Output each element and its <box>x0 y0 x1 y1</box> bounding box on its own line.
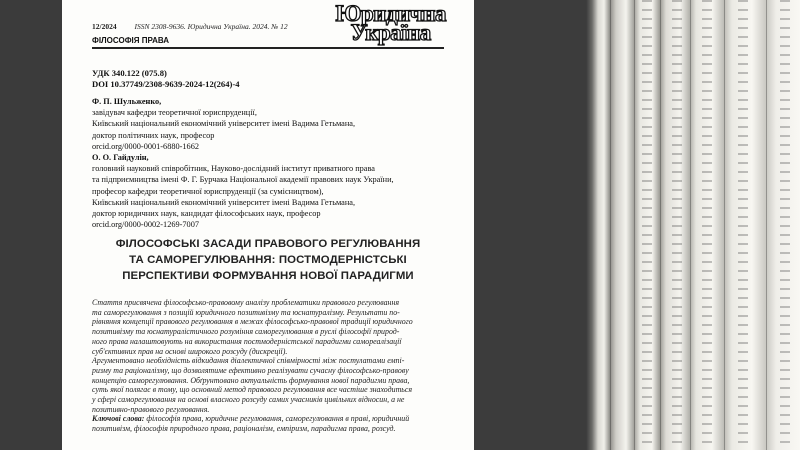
abstract-line: у сфері саморегулювання на основі власного розсуду самих учасників цивільних відносин, а не <box>92 395 405 405</box>
abstract-line: ного права налаштовують на використання постмодерністської парадигми самореалізації <box>92 336 402 346</box>
abstract-line: позитивізму та юснатуралістичного розуміння саморегулювання в руслі філософії природ- <box>92 327 400 337</box>
doi: DOI 10.37749/2308-9639-2024-12(264)-4 <box>92 79 240 90</box>
author-affiliation-line: завідувач кафедри теоретичної юриспруденції, <box>92 108 257 118</box>
author-name: О. О. Гайдулін, <box>92 153 149 163</box>
page-fold <box>690 0 691 450</box>
page-fold <box>634 0 635 450</box>
abstract-line: рівняння концепції правового регулювання в межах філософсько-правової традиції юридичного <box>92 317 413 327</box>
author-orcid[interactable]: orcid.org/0000-0002-1269-7007 <box>92 220 200 230</box>
page-fold <box>660 0 661 450</box>
page-text-blur <box>702 0 712 450</box>
middle-backdrop <box>474 0 586 450</box>
keywords-line: позитивізм, філософія природного права, раціоналізм, емпіризм, парадигма права, розсуд. <box>92 424 396 434</box>
author-orcid[interactable]: orcid.org/0000-0001-6880-1662 <box>92 141 200 151</box>
abstract-line: суть якої полягає в тому, що основний метод правового регулювання все частіше знаходиться <box>92 385 413 395</box>
journal-logo <box>335 1 446 45</box>
header-rule <box>92 47 444 49</box>
page-text-blur <box>642 0 652 450</box>
abstract-line: суб'єктивних прав на основі широкого розсуду (дискреції). <box>92 346 288 356</box>
page-fold <box>610 0 611 450</box>
author-affiliation-line: професор кафедри теоретичної юриспруденції (за сумісництвом), <box>92 186 324 196</box>
abstract-line: позитивно-правового регулювання. <box>92 404 210 414</box>
abstract-line: Стаття присвячена філософсько-правовому аналізу проблематики правового регулювання <box>92 298 400 307</box>
abstract-line: ризму та раціоналізму, що дозволятиме ефективно реалізувати сучасну філософсько-правову <box>92 365 409 375</box>
author-affiliation-line: головний науковий співробітник, Науково-дослідний інститут приватного права <box>92 164 375 174</box>
keywords-line <box>92 414 474 424</box>
issn-line: ISSN 2308-9636. Юридична Україна. 2024. № 12 <box>134 22 288 31</box>
abstract-line: концепцію саморегулювання. Обґрунтовано актуальність формування нової парадигми права, <box>92 375 410 385</box>
section-label: ФІЛОСОФІЯ ПРАВА <box>92 36 170 45</box>
author-block <box>92 96 462 230</box>
journal-page <box>62 0 474 450</box>
author-affiliation-line: та підприємництва імені Ф. Г. Бурчака Національної академії правових наук України, <box>92 175 394 185</box>
page-text-blur <box>738 0 748 450</box>
article-meta <box>92 68 240 91</box>
author-affiliation-line: Київський національний економічний університет імені Вадима Гетьмана, <box>92 197 356 207</box>
page-fold <box>724 0 725 450</box>
book-pages-photo <box>586 0 800 450</box>
abstract-line: та саморегулювання з позицій юридичного позитивізму та юснатуралізму. Результати по- <box>92 307 400 317</box>
left-backdrop <box>0 0 62 450</box>
abstract <box>92 298 474 434</box>
keywords-label: Ключові слова: <box>92 414 145 424</box>
page-fold <box>766 0 767 450</box>
udc-code: УДК 340.122 (075.8) <box>92 68 167 78</box>
title-line: ПЕРСПЕКТИВИ ФОРМУВАННЯ НОВОЇ ПАРАДИГМИ <box>122 270 414 282</box>
author-affiliation-line: доктор політичних наук, професор <box>92 130 215 140</box>
issue-number: 12/2024 <box>92 22 117 31</box>
article-title <box>92 236 444 284</box>
logo-line-1: Юридична <box>335 1 446 26</box>
page-text-blur <box>672 0 682 450</box>
author-affiliation-line: Київський національний економічний університет імені Вадима Гетьмана, <box>92 119 356 129</box>
running-header <box>92 22 288 31</box>
page-text-blur <box>780 0 790 450</box>
title-line: ТА САМОРЕГУЛЮВАННЯ: ПОСТМОДЕРНІСТСЬКІ <box>129 254 407 266</box>
title-line: ФІЛОСОФСЬКІ ЗАСАДИ ПРАВОВОГО РЕГУЛЮВАННЯ <box>115 238 421 250</box>
logo-line-2: Україна <box>350 20 431 45</box>
keywords-text: філософія права, юридичне регулювання, саморегулювання в праві, юридичний <box>144 414 410 424</box>
author-affiliation-line: доктор юридичних наук, кандидат філософських наук, професор <box>92 209 321 219</box>
author-name: Ф. П. Шульженко, <box>92 97 162 106</box>
abstract-line: Аргументовано необхідність відкидання діалектичної співмірності між постулатами емпі- <box>92 356 405 366</box>
